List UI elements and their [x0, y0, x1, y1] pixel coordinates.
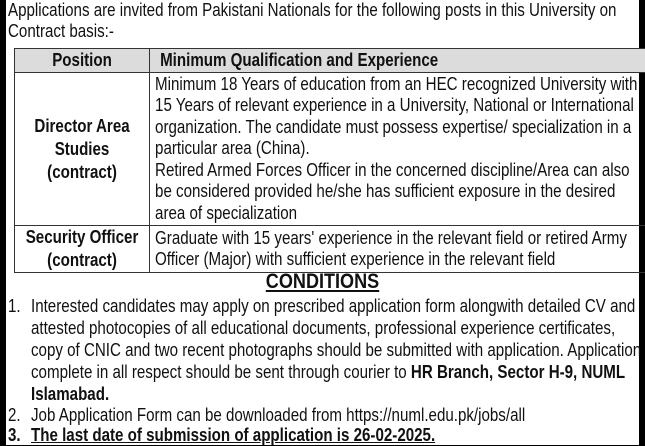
position-name: Studies	[26, 138, 139, 161]
intro-line: Applications are invited from Pakistani Nationals for the following posts in this University on	[8, 0, 616, 21]
qualification-line: organization. The candidate must possess expertise/ specialization in a	[150, 117, 637, 139]
condition-line	[31, 362, 625, 383]
header-qualification: Minimum Qualification and Experience	[150, 50, 637, 72]
download-info: Job Application Form can be downloaded from https://numl.edu.pk/jobs/all	[31, 405, 525, 426]
table-row	[15, 226, 645, 273]
position-name: Director Area	[26, 115, 139, 138]
qualification-line: Officer (Major) with sufficient experience in the relevant field	[150, 249, 637, 271]
qualification-line: Retired Armed Forces Officer in the concerned discipline/Area can also	[150, 160, 637, 182]
intro-line: Contract basis:-	[8, 21, 114, 42]
condition-number: 3.	[8, 425, 21, 446]
position-type: (contract)	[26, 249, 139, 272]
table-row	[15, 73, 645, 226]
position-type: (contract)	[26, 161, 139, 184]
condition-line: attested photocopies of all educational documents, professional experience certificates,	[31, 318, 615, 339]
condition-number: 2.	[8, 405, 21, 426]
qualification-line: Graduate with 15 years' experience in the relevant field or retired Army	[150, 228, 637, 250]
qualification-line: 15 Years of relevant experience in a University, National or International	[150, 95, 637, 117]
table-header-row	[15, 49, 645, 73]
qualification-line: particular area (China).	[150, 138, 637, 160]
positions-table	[14, 48, 645, 273]
qualification-line: be considered provided he/she has sufficient exposure in the desired	[150, 181, 637, 203]
qualification-line: Minimum 18 Years of education from an HEC recognized University with	[150, 74, 637, 96]
conditions-heading: CONDITIONS	[50, 270, 594, 294]
qualification-line: area of specialization	[150, 203, 637, 225]
condition-number: 1.	[8, 296, 21, 317]
address-bold: HR Branch, Sector H-9, NUML	[411, 362, 625, 382]
condition-text: complete in all respect should be sent through courier to	[31, 362, 411, 382]
last-date-notice: The last date of submission of application is 26-02-2025.	[31, 425, 435, 446]
address-city: Islamabad.	[31, 384, 109, 405]
position-name: Security Officer	[26, 226, 139, 249]
header-position: Position	[26, 49, 139, 72]
condition-line: Interested candidates may apply on prescribed application form alongwith detailed CV and	[31, 296, 635, 317]
job-advertisement	[6, 0, 639, 445]
condition-line: copy of CNIC and two recent photographs should be submitted with application. Application	[31, 340, 641, 361]
